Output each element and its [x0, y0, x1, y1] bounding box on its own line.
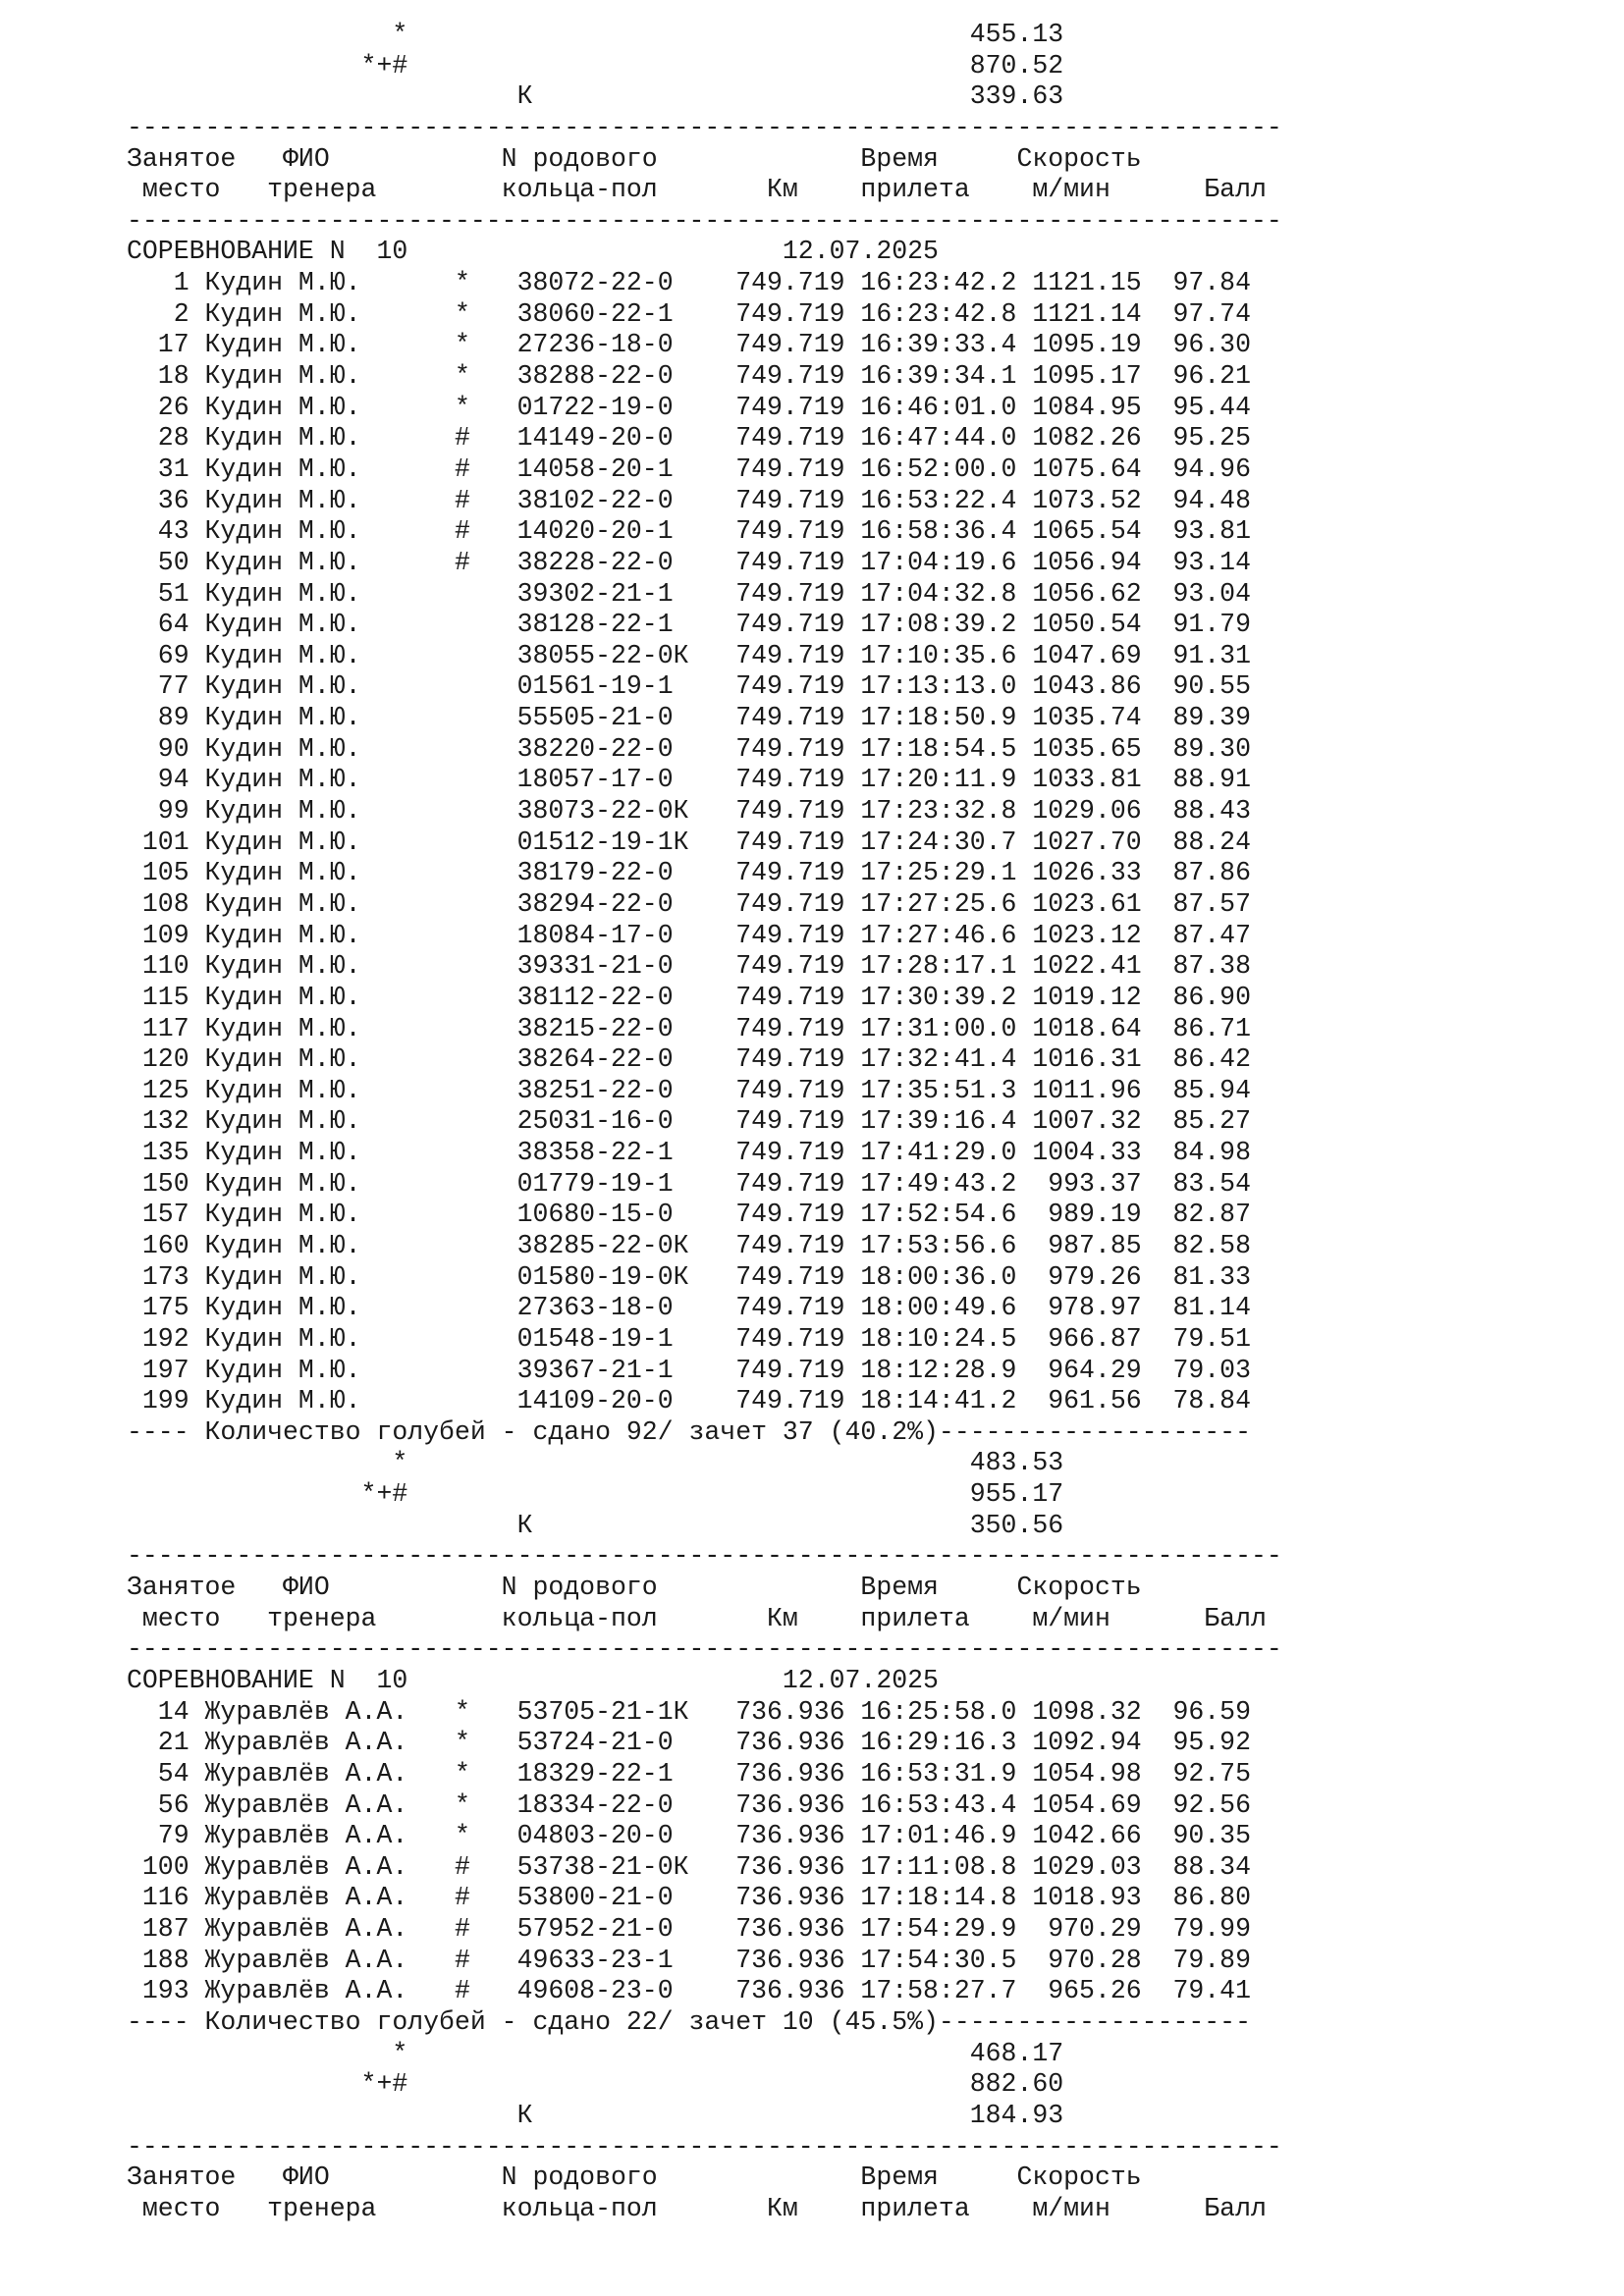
result-row: 193 Журавлёв А.А. # 49608-23-0 736.936 17:58:27.7 965.26 79.41	[127, 1976, 1251, 2006]
result-row: 1 Кудин М.Ю. * 38072-22-0 749.719 16:23:42.2 1121.15 97.84	[127, 268, 1251, 298]
result-row: 116 Журавлёв А.А. # 53800-21-0 736.936 17:18:14.8 1018.93 86.80	[127, 1883, 1251, 1913]
result-row: 51 Кудин М.Ю. 39302-21-1 749.719 17:04:32.8 1056.62 93.04	[127, 578, 1251, 609]
subtotal-line: * 468.17	[127, 2038, 1064, 2068]
result-row: 54 Журавлёв А.А. * 18329-22-1 736.936 16:53:31.9 1054.98 92.75	[127, 1758, 1251, 1789]
result-row: 132 Кудин М.Ю. 25031-16-0 749.719 17:39:16.4 1007.32 85.27	[127, 1106, 1251, 1137]
separator-line: --------------------------------------------------------------------------	[127, 1634, 1282, 1665]
result-row: 192 Кудин М.Ю. 01548-19-1 749.719 18:10:24.5 966.87 79.51	[127, 1323, 1251, 1354]
separator-line: --------------------------------------------------------------------------	[127, 1541, 1282, 1572]
result-row: 173 Кудин М.Ю. 01580-19-0К 749.719 18:00:36.0 979.26 81.33	[127, 1261, 1251, 1292]
result-row: 100 Журавлёв А.А. # 53738-21-0К 736.936 17:11:08.8 1029.03 88.34	[127, 1851, 1251, 1882]
column-header: место тренера кольца-пол Км прилета м/мин Балл	[127, 2193, 1267, 2223]
column-header: место тренера кольца-пол Км прилета м/мин Балл	[127, 175, 1267, 205]
subtotal-line: *+# 882.60	[127, 2069, 1064, 2100]
result-row: 120 Кудин М.Ю. 38264-22-0 749.719 17:32:41.4 1016.31 86.42	[127, 1044, 1251, 1075]
result-row: 110 Кудин М.Ю. 39331-21-0 749.719 17:28:17.1 1022.41 87.38	[127, 951, 1251, 982]
result-row: 17 Кудин М.Ю. * 27236-18-0 749.719 16:39:33.4 1095.19 96.30	[127, 330, 1251, 360]
result-row: 187 Журавлёв А.А. # 57952-21-0 736.936 17:54:29.9 970.29 79.99	[127, 1914, 1251, 1945]
result-row: 31 Кудин М.Ю. # 14058-20-1 749.719 16:52:00.0 1075.64 94.96	[127, 454, 1251, 484]
competition-header: СОРЕВНОВАНИЕ N 10 12.07.2025	[127, 237, 939, 267]
result-row: 50 Кудин М.Ю. # 38228-22-0 749.719 17:04:19.6 1056.94 93.14	[127, 547, 1251, 577]
subtotal-line: * 455.13	[127, 20, 1064, 49]
subtotal-line: К 339.63	[127, 81, 1064, 112]
result-row: 157 Кудин М.Ю. 10680-15-0 749.719 17:52:54.6 989.19 82.87	[127, 1200, 1251, 1230]
result-row: 150 Кудин М.Ю. 01779-19-1 749.719 17:49:43.2 993.37 83.54	[127, 1168, 1251, 1199]
result-row: 90 Кудин М.Ю. 38220-22-0 749.719 17:18:54.5 1035.65 89.30	[127, 733, 1251, 764]
separator-line: --------------------------------------------------------------------------	[127, 112, 1282, 142]
result-row: 26 Кудин М.Ю. * 01722-19-0 749.719 16:46:01.0 1084.95 95.44	[127, 392, 1251, 422]
result-row: 18 Кудин М.Ю. * 38288-22-0 749.719 16:39:34.1 1095.17 96.21	[127, 361, 1251, 392]
result-row: 77 Кудин М.Ю. 01561-19-1 749.719 17:13:13.0 1043.86 90.55	[127, 671, 1251, 702]
result-row: 108 Кудин М.Ю. 38294-22-0 749.719 17:27:25.6 1023.61 87.57	[127, 888, 1251, 919]
summary-line: ---- Количество голубей - сдано 92/ зачет 37 (40.2%)--------------------	[127, 1416, 1251, 1447]
result-row: 115 Кудин М.Ю. 38112-22-0 749.719 17:30:39.2 1019.12 86.90	[127, 982, 1251, 1012]
result-row: 101 Кудин М.Ю. 01512-19-1К 749.719 17:24:30.7 1027.70 88.24	[127, 827, 1251, 857]
result-row: 135 Кудин М.Ю. 38358-22-1 749.719 17:41:29.0 1004.33 84.98	[127, 1138, 1251, 1168]
subtotal-line: * 483.53	[127, 1448, 1064, 1478]
column-header: место тренера кольца-пол Км прилета м/мин Балл	[127, 1603, 1267, 1633]
result-row: 43 Кудин М.Ю. # 14020-20-1 749.719 16:58:36.4 1065.54 93.81	[127, 516, 1251, 547]
result-row: 199 Кудин М.Ю. 14109-20-0 749.719 18:14:41.2 961.56 78.84	[127, 1386, 1251, 1416]
result-row: 79 Журавлёв А.А. * 04803-20-0 736.936 17:01:46.9 1042.66 90.35	[127, 1821, 1251, 1851]
result-row: 160 Кудин М.Ю. 38285-22-0К 749.719 17:53:56.6 987.85 82.58	[127, 1230, 1251, 1260]
column-header: Занятое ФИО N родового Время Скорость	[127, 2163, 1142, 2193]
result-row: 125 Кудин М.Ю. 38251-22-0 749.719 17:35:51.3 1011.96 85.94	[127, 1075, 1251, 1105]
result-row: 105 Кудин М.Ю. 38179-22-0 749.719 17:25:29.1 1026.33 87.86	[127, 858, 1251, 888]
column-header: Занятое ФИО N родового Время Скорость	[127, 143, 1142, 174]
separator-line: --------------------------------------------------------------------------	[127, 2131, 1282, 2162]
column-header: Занятое ФИО N родового Время Скорость	[127, 1573, 1142, 1603]
result-row: 36 Кудин М.Ю. # 38102-22-0 749.719 16:53:22.4 1073.52 94.48	[127, 485, 1251, 515]
result-row: 21 Журавлёв А.А. * 53724-21-0 736.936 16:29:16.3 1092.94 95.92	[127, 1728, 1251, 1758]
summary-line: ---- Количество голубей - сдано 22/ зачет 10 (45.5%)--------------------	[127, 2007, 1251, 2037]
subtotal-line: *+# 870.52	[127, 50, 1064, 80]
result-row: 28 Кудин М.Ю. # 14149-20-0 749.719 16:47:44.0 1082.26 95.25	[127, 423, 1251, 454]
competition-header: СОРЕВНОВАНИЕ N 10 12.07.2025	[127, 1665, 939, 1695]
subtotal-line: К 350.56	[127, 1510, 1064, 1540]
result-row: 89 Кудин М.Ю. 55505-21-0 749.719 17:18:50.9 1035.74 89.39	[127, 703, 1251, 733]
separator-line: --------------------------------------------------------------------------	[127, 205, 1282, 236]
subtotal-line: *+# 955.17	[127, 1479, 1064, 1510]
result-row: 69 Кудин М.Ю. 38055-22-0К 749.719 17:10:35.6 1047.69 91.31	[127, 640, 1251, 670]
result-row: 109 Кудин М.Ю. 18084-17-0 749.719 17:27:46.6 1023.12 87.47	[127, 920, 1251, 950]
result-row: 188 Журавлёв А.А. # 49633-23-1 736.936 17:54:30.5 970.28 79.89	[127, 1945, 1251, 1975]
result-row: 197 Кудин М.Ю. 39367-21-1 749.719 18:12:28.9 964.29 79.03	[127, 1355, 1251, 1385]
results-printout	[127, 20, 1282, 2224]
result-row: 175 Кудин М.Ю. 27363-18-0 749.719 18:00:49.6 978.97 81.14	[127, 1293, 1251, 1323]
result-row: 56 Журавлёв А.А. * 18334-22-0 736.936 16:53:43.4 1054.69 92.56	[127, 1789, 1251, 1820]
subtotal-line: К 184.93	[127, 2100, 1064, 2130]
result-row: 14 Журавлёв А.А. * 53705-21-1К 736.936 16:25:58.0 1098.32 96.59	[127, 1696, 1251, 1727]
result-row: 2 Кудин М.Ю. * 38060-22-1 749.719 16:23:42.8 1121.14 97.74	[127, 298, 1251, 329]
result-row: 117 Кудин М.Ю. 38215-22-0 749.719 17:31:00.0 1018.64 86.71	[127, 1013, 1251, 1043]
result-row: 64 Кудин М.Ю. 38128-22-1 749.719 17:08:39.2 1050.54 91.79	[127, 610, 1251, 640]
result-row: 94 Кудин М.Ю. 18057-17-0 749.719 17:20:11.9 1033.81 88.91	[127, 765, 1251, 795]
result-row: 99 Кудин М.Ю. 38073-22-0К 749.719 17:23:32.8 1029.06 88.43	[127, 796, 1251, 827]
